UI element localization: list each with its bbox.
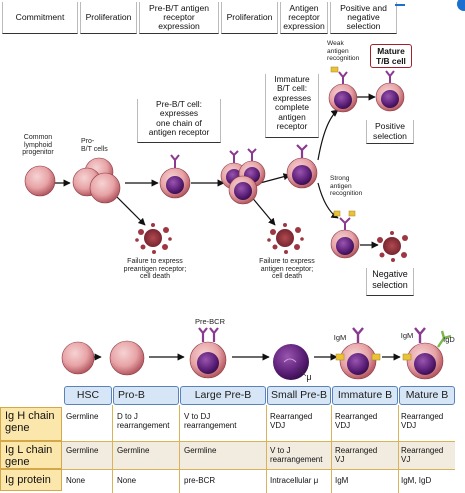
stage-proliferation-2: Proliferation [221, 2, 278, 34]
stage-selection: Positive and negative selection [330, 2, 397, 34]
cell-l-immature-b: Rearranged VJ [335, 446, 378, 464]
positive-selection-box: Positive selection [366, 120, 414, 144]
stage-commitment: Commitment [2, 2, 78, 34]
pro-bt-cells [73, 158, 120, 203]
col-divider [398, 405, 399, 493]
label-igm-mature: IgM [400, 331, 414, 340]
label-igd: IgD [443, 335, 455, 344]
label-common-progenitor: Common lymphoid progenitor [22, 134, 54, 157]
cell-l-hsc: Germline [66, 446, 99, 455]
hsc-cell [62, 342, 94, 374]
label-pro-bt-cells: Pro- B/T cells [81, 138, 108, 153]
stage-proliferation-1: Proliferation [80, 2, 137, 34]
dead-cell-2 [267, 223, 304, 254]
col-divider [331, 405, 332, 493]
col-divider [112, 405, 113, 493]
cell-l-small-pre-b: V to J rearrangement [270, 446, 323, 464]
col-divider [266, 405, 267, 493]
arrow-fail-1 [115, 195, 145, 225]
row-divider [62, 469, 455, 470]
immature-description: Immature B/T cell: expresses complete antigen receptor [265, 74, 319, 138]
immature-bt-cell [287, 145, 317, 188]
col-header-pro-b: Pro-B [113, 386, 179, 405]
pre-bt-cell [160, 155, 190, 198]
cell-p-immature-b: IgM [335, 476, 349, 485]
label-weak-recognition: Weak antigen recognition [327, 40, 360, 63]
col-header-mature-b: Mature B [399, 386, 455, 405]
common-progenitor-cell [25, 166, 55, 196]
mature-tb-cell-box: Mature T/B cell [370, 44, 412, 68]
stage-pre-receptor-expression: Pre-B/T antigen receptor expression [139, 2, 219, 34]
weak-recognition-cell [329, 67, 357, 112]
col-header-immature-b: Immature B [332, 386, 398, 405]
negative-selection-box: Negative selection [366, 268, 414, 296]
row-label-l-chain: Ig L chain gene [0, 441, 62, 469]
cell-p-mature-b: IgM, IgD [401, 476, 432, 485]
label-igm-immature: IgM [333, 333, 347, 342]
cell-p-pro-b: None [117, 476, 137, 485]
mature-cell [376, 71, 404, 111]
cell-h-mature-b: Rearranged VDJ [401, 412, 444, 430]
strong-recognition-cell [331, 211, 359, 258]
cell-h-large-pre-b: V to DJ rearrangement [184, 412, 237, 430]
arrow-to-weak [318, 110, 338, 160]
cell-l-large-pre-b: Germline [184, 446, 217, 455]
pre-bt-description: Pre-B/T cell: expresses one chain of antigen receptor [137, 99, 221, 143]
label-pre-bcr: Pre-BCR [194, 317, 225, 326]
dead-cell-1 [135, 223, 172, 254]
cell-l-pro-b: Germline [117, 446, 150, 455]
arrow-fail-2 [250, 195, 275, 225]
col-divider [179, 405, 180, 493]
cell-h-hsc: Germline [66, 412, 99, 421]
label-failure-antigen: Failure to express antigen receptor; cell death [259, 258, 315, 281]
col-header-small-pre-b: Small Pre-B [267, 386, 331, 405]
row-divider [62, 441, 455, 442]
cell-p-large-pre-b: pre-BCR [184, 476, 216, 485]
cell-h-immature-b: Rearranged VDJ [335, 412, 378, 430]
pre-bt-cluster [221, 149, 265, 204]
label-failure-preantigen: Failure to express preantigen receptor; cell death [123, 258, 187, 281]
cell-h-small-pre-b: Rearranged VDJ [270, 412, 313, 430]
row-label-protein: Ig protein [0, 469, 62, 491]
cell-p-small-pre-b: Intracellular μ [270, 476, 319, 485]
large-pre-b-cell [190, 328, 226, 378]
stage-antigen-receptor-expression: Antigen receptor expression [280, 2, 328, 34]
col-header-large-pre-b: Large Pre-B [180, 386, 266, 405]
cell-p-hsc: None [66, 476, 86, 485]
pro-b-cell [110, 341, 144, 375]
corner-badge-icon [457, 0, 465, 11]
dead-cell-3 [377, 231, 408, 262]
cell-l-mature-b: Rearranged VJ [401, 446, 444, 464]
label-strong-recognition: Strong antigen recognition [330, 175, 363, 198]
col-header-hsc: HSC [64, 386, 112, 405]
cell-h-pro-b: D to J rearrangement [117, 412, 170, 430]
label-mu: μ [306, 372, 312, 382]
row-label-h-chain: Ig H chain gene [0, 407, 62, 441]
